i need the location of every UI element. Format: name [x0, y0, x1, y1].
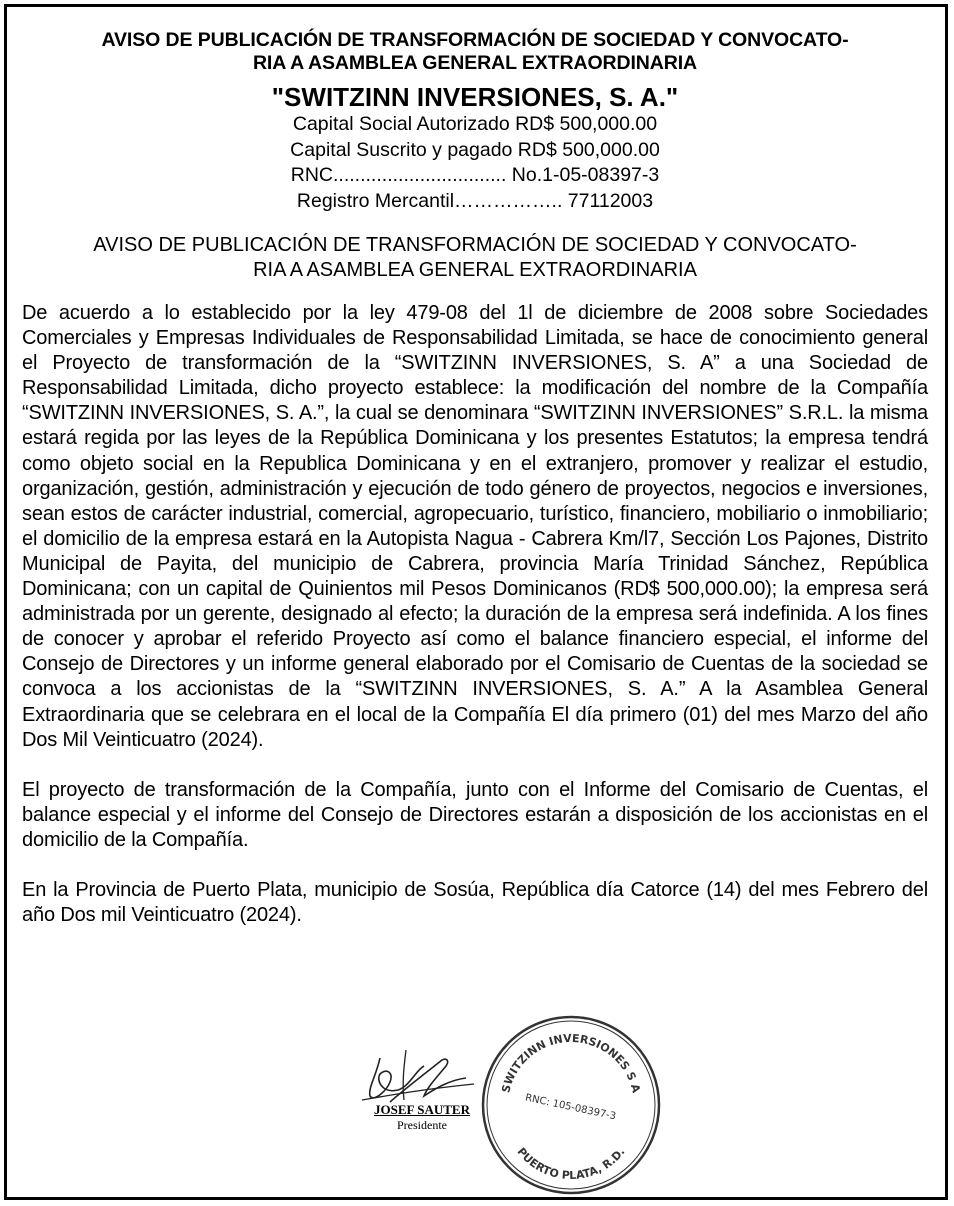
seal-bottom-text: PUERTO PLATA, R.D.: [514, 1145, 628, 1183]
svg-text:PUERTO PLATA, R.D.: [515, 1145, 628, 1182]
notice-title-regular: [22, 233, 928, 283]
notice-content: [22, 29, 928, 928]
notice-title-bold-line1: AVISO DE PUBLICACIÓN DE TRANSFORMACIÓN DE SOCIEDAD Y CONVOCATO-: [101, 29, 849, 51]
notice-title-bold: [22, 29, 928, 75]
signer-role: Presidente: [397, 1118, 447, 1132]
paragraph-1: De acuerdo a lo establecido por la ley 479-08 del 1l de diciembre de 2008 sobre Sociedades Comerciales y Empresas Individuales de Responsabilidad Limitada, se hace de conocimiento general el Proyecto de transformación de la “SWITZINN INVERSIONES, S. A” a una Sociedad de Responsabilidad Limitada, dicho proyecto establece: la modificación del nombre de la Compañía “SWITZINN INVERSIONES, S. A.”, la cual se denominara “SWITZINN INVERSIONES” S.R.L. la misma estará regida por las leyes de la República Dominicana y los presentes Estatutos; la empresa tendrá como objeto social en la Republica Dominicana y en el extranjero, promover y realizar el estudio, organización, gestión, administración y ejecución de todo género de proyectos, negocios e inversiones, sean estos de carácter industrial, comercial, agropecuario, turístico, financiero, mobiliario o inmobiliario; el domicilio de la empresa estará en la Autopista Nagua - Cabrera Km/l7, Sección Los Pajones, Distrito Municipal de Payita, del municipio de Cabrera, provincia María Trinidad Sánchez, República Dominicana; con un capital de Quinientos mil Pesos Dominicanos (RD$ 500,000.00); la empresa será administrada por un gerente, designado al efecto; la duración de la empresa será indefinida. A los fines de conocer y aprobar el referido Proyecto así como el balance financiero especial, el informe del Consejo de Directores y un informe general elaborado por el Comisario de Cuentas de la sociedad se convoca a los accionistas de la “SWITZINN INVERSIONES, S. A.” A la Asamblea General Extraordinaria que se celebrara en el local de la Compañía El día primero (01) del mes Marzo del año Dos Mil Veinticuatro (2024).: [22, 302, 928, 751]
signer-name: JOSEF SAUTER: [374, 1102, 470, 1117]
rnc-line: RNC................................ No.1-05-08397-3: [290, 164, 660, 186]
company-seal-stamp: [478, 1012, 664, 1198]
capital-autorizado: Capital Social Autorizado RD$ 500,000.00: [292, 113, 658, 135]
capital-suscrito: Capital Suscrito y pagado RD$ 500,000.00: [290, 138, 660, 161]
registro-mercantil: Registro Mercantil…………….. 77112003: [296, 189, 654, 212]
notice-title-bold-line2: RIA A ASAMBLEA GENERAL EXTRAORDINARIA: [252, 52, 698, 74]
paragraph-3: En la Provincia de Puerto Plata, municipio de Sosúa, República día Catorce (14) del mes Febrero del año Dos mil Veinticuatro (2024).: [22, 878, 928, 927]
seal-top-text: SWITZINN INVERSIONES S A: [499, 1031, 643, 1095]
seal-rnc-text: RNC: 105-08397-3: [524, 1092, 617, 1123]
paragraph-2: El proyecto de transformación de la Compañía, junto con el Informe del Comisario de Cuentas, el balance especial y el informe del Consejo de Directores estarán a disposición de los accionistas en el domicilio de la Compañía.: [22, 778, 928, 851]
svg-text:SWITZINN INVERSIONES S A: [499, 1032, 643, 1095]
company-name: "SWITZINN INVERSIONES, S. A.": [271, 82, 679, 112]
notice-border: [4, 4, 948, 1200]
notice-title-regular-line1: AVISO DE PUBLICACIÓN DE TRANSFORMACIÓN DE SOCIEDAD Y CONVOCATO-: [93, 234, 857, 256]
notice-title-regular-line2: RIA A ASAMBLEA GENERAL EXTRAORDINARIA: [253, 259, 697, 281]
